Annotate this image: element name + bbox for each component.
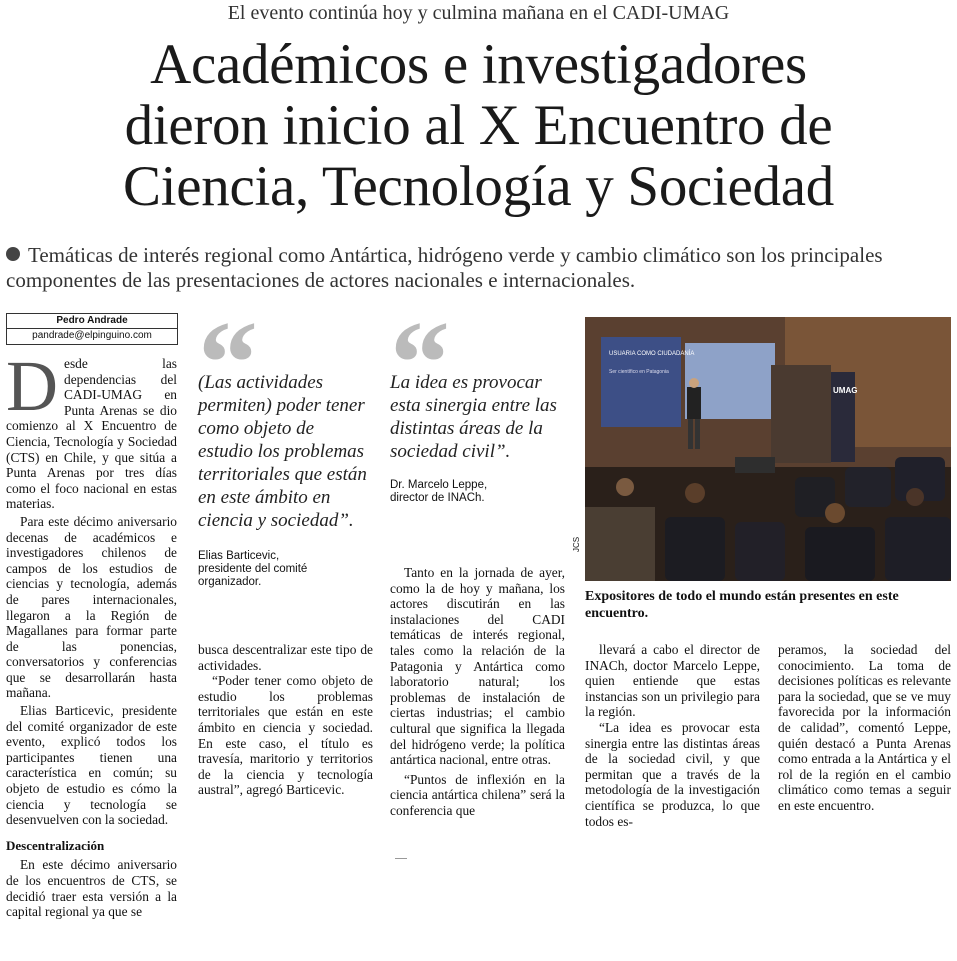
drop-cap: D — [6, 346, 58, 426]
deck-text: Temáticas de interés regional como Antártica, hidrógeno verde y cambio climático son los principales componentes de las presentaciones de actores nacionales e internacionales. — [6, 243, 883, 292]
quote-2-author: Dr. Marcelo Leppe, — [390, 479, 488, 491]
bullet-icon — [6, 247, 20, 261]
col3-paragraph-1: Tanto en la jornada de ayer, como la de hoy y mañana, los actores discutirán en las instalaciones del CADI temáticas de interés regional, tales como la relación de la Patagonia y Antártica como laboratorio natural; los problemas de instalación de ciertas industrias; el cambio cultural que significa la llegada del hidrógeno verde; la política antártica nacional, entre otras. — [390, 565, 565, 768]
photo-credit: JCS — [572, 536, 581, 552]
quote-1-text: (Las actividades permiten) poder tener como objeto de estudio los problemas territoriales que están en este ámbito en ciencia y sociedad”. — [198, 372, 367, 531]
screen-left-subtitle: Ser científico en Patagonia — [609, 369, 669, 375]
quote-1-role: presidente del comité organizador. — [198, 563, 308, 588]
divider — [395, 858, 407, 859]
col4-paragraph-2: “La idea es provocar esta sinergia entre las distintas áreas de la sociedad civil, y que permitan que a través de la metodología de la investigación científica se produzca, lo que todos es- — [585, 719, 760, 829]
column-4 — [585, 642, 760, 829]
pull-quote-2 — [390, 313, 565, 505]
column-2 — [198, 642, 373, 798]
col2-paragraph-2: “Poder tener como objeto de estudio los problemas territoriales que están en este ámbito en ciencia y sociedad. En este caso, el título es travesía, maritorio y territorios de la ciencia y tecnología austral”, agregó Barticevic. — [198, 673, 373, 798]
col1-paragraph-4: En este décimo aniversario de los encuentros de CTS, se decidió traer esta versión a la capital regional ya que se — [6, 857, 177, 920]
headline-line-3: Ciencia, Tecnología y Sociedad — [123, 155, 834, 218]
speaker — [687, 387, 701, 419]
headline — [0, 34, 957, 217]
screen-left-title: USUARIA COMO CIUDADANÍA — [609, 351, 695, 357]
quote-1-author: Elias Barticevic, — [198, 550, 280, 562]
column-5 — [778, 642, 951, 814]
column-1 — [6, 346, 177, 920]
column-3 — [390, 565, 565, 819]
byline — [6, 313, 178, 345]
col5-paragraph-1: peramos, la sociedad del conocimiento. La toma de decisiones políticas es relevante para la sociedad, que se ve muy favorecida por la información de calidad”, comentó Leppe, quién destacó a Punta Arenas como entrada a la Antártica y el rol de la región en el cambio climático como temas a seguir en este encuentro. — [778, 642, 951, 813]
banner-text: UMAG — [833, 386, 858, 395]
quote-mark-icon — [198, 313, 373, 371]
pull-quote-1 — [198, 313, 373, 589]
kicker: El evento continúa hoy y culmina mañana en el CADI-UMAG — [227, 2, 730, 24]
headline-line-1: Académicos e investigadores — [150, 33, 807, 96]
byline-email[interactable]: pandrade@elpinguino.com — [32, 330, 152, 341]
col3-paragraph-2: “Puntos de inflexión en la ciencia antártica chilena” será la conferencia que — [390, 771, 565, 818]
byline-name: Pedro Andrade — [7, 314, 177, 329]
col1-paragraph-1: esde las dependencias del CADI-UMAG en Punta Arenas se dio comienzo al X Encuentro de Ciencia, Tecnología y Sociedad (CTS) en Chile, y que sitúa a Punta Arenas por tres días como el foco nacional en estas materias. — [6, 356, 177, 512]
col4-paragraph-1: llevará a cabo el director de INACh, doctor Marcelo Leppe, quien entiende que estas instancias son un privilegio para la región. — [585, 642, 760, 720]
quote-mark-icon — [390, 313, 565, 371]
col2-paragraph-1: busca descentralizar este tipo de actividades. — [198, 642, 373, 673]
quote-2-role: director de INACh. — [390, 492, 485, 504]
headline-line-2: dieron inicio al X Encuentro de — [124, 94, 833, 157]
quote-2-text: La idea es provocar esta sinergia entre las distintas áreas de la sociedad civil”. — [390, 372, 557, 462]
deck — [6, 243, 954, 293]
col1-paragraph-2: Para este décimo aniversario decenas de académicos e investigadores chilenos de campos de los estudios de ciencias y tecnología, además de pares internacionales, llegaron a la Región de Magallanes para formar parte de las ponencias, conversatorios y conferencias que se desarrollarán hasta mañana. — [6, 513, 177, 701]
event-photo — [585, 317, 951, 581]
photo-illustration — [585, 317, 951, 581]
subhead-descentralizacion: Descentralización — [6, 837, 105, 853]
col1-paragraph-3: Elias Barticevic, presidente del comité organizador de este evento, explicó todos los participantes tienen una característica en común; su objeto de estudio es cómo la ciencia y tecnología se desenvuelven con la sociedad. — [6, 703, 177, 828]
photo-caption: Expositores de todo el mundo están presentes en este encuentro. — [585, 589, 899, 621]
